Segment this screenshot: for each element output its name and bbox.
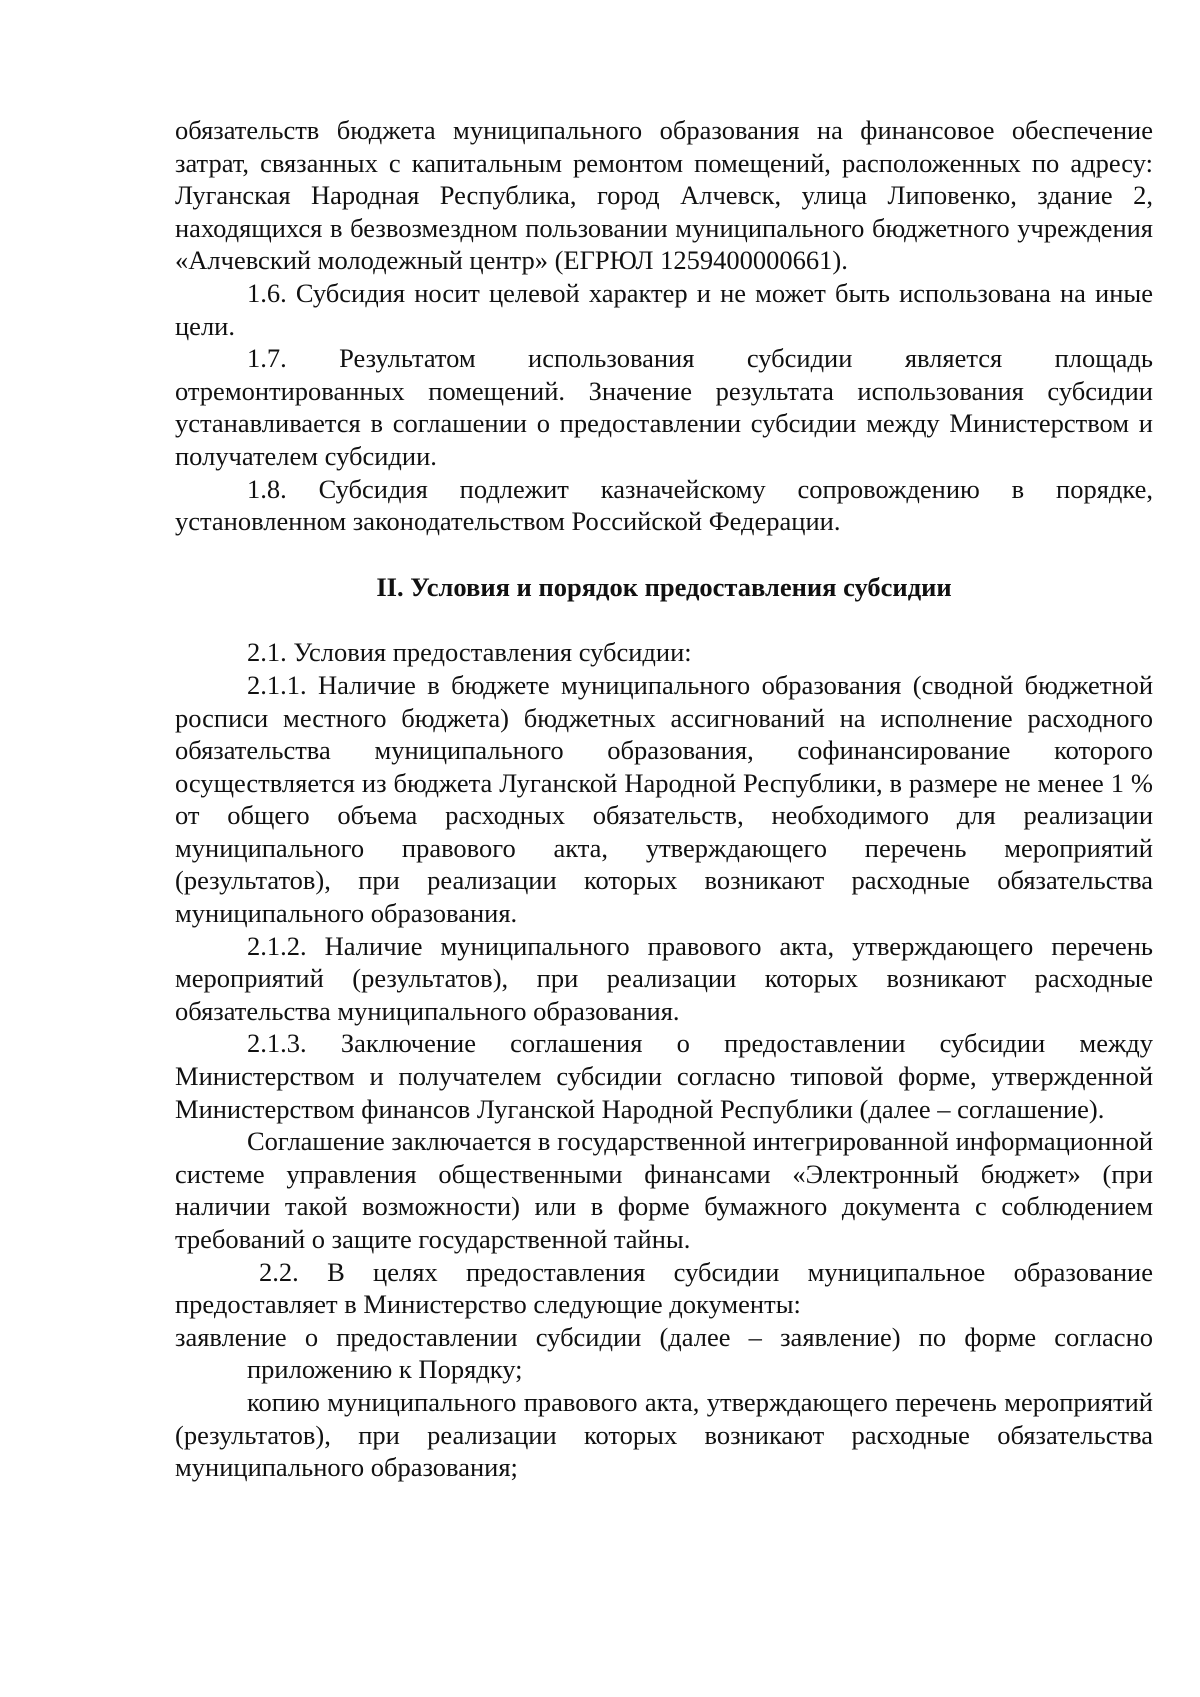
paragraph-2-2: 2.2. В целях предоставления субсидии муниципальное образование предоставляет в Министерство следующие документы: [175,1256,1153,1320]
paragraph-agreement: Соглашение заключается в государственной интегрированной информационной системе управления общественными финансами «Электронный бюджет» (при наличии такой возможности) или в форме бумажного документа с соблюдением требований о защите государственной тайны. [175,1126,1153,1254]
paragraph-2-1-1: 2.1.1. Наличие в бюджете муниципального образования (сводной бюджетной росписи местного бюджета) бюджетных ассигнований на исполнение расходного обязательства муниципального образования, софинансирование которого осуществляется из бюджета Луганской Народной Республики, в размере не менее 1 % от общего объема расходных обязательств, необходимого для реализации муниципального правового акта, утверждающего перечень мероприятий (результатов), при реализации которых возникают расходные обязательства муниципального образования. [175,669,1153,929]
list-item-legal-act-copy: копию муниципального правового акта, утверждающего перечень мероприятий (результатов), при реализации которых возникают расходные обязательства муниципального образования; [175,1386,1153,1483]
paragraph-1-7: 1.7. Результатом использования субсидии является площадь отремонтированных помещений. Значение результата использования субсидии устанавливается в соглашении о предоставлении субсидии между Министерством и получателем субсидии. [175,343,1153,471]
section-heading: II. Условия и порядок предоставления субсидии [376,571,952,602]
paragraph-2-1-3: 2.1.3. Заключение соглашения о предоставлении субсидии между Министерством и получателем субсидии согласно типовой форме, утвержденной Министерством финансов Луганской Народной Республики (далее – соглашение). [175,1028,1153,1124]
paragraph-2-1-2: 2.1.2. Наличие муниципального правового акта, утверждающего перечень мероприятий (результатов), при реализации которых возникают расходные обязательства муниципального образования. [175,930,1153,1026]
paragraph-2-1: 2.1. Условия предоставления субсидии: [247,637,692,668]
list-item-application: заявление о предоставлении субсидии (далее – заявление) по форме согласно приложению к Порядку; [175,1321,1153,1385]
paragraph-continuation: обязательств бюджета муниципального образования на финансовое обеспечение затрат, связанных с капитальным ремонтом помещений, расположенных по адресу: Луганская Народная Республика, город Алчевск, улица Липовенко, здание 2, находящихся в безвозмездном пользовании муниципального бюджетного учреждения «Алчевский молодежный центр» (ЕГРЮЛ 1259400000661). [175,115,1153,276]
paragraph-1-8: 1.8. Субсидия подлежит казначейскому сопровождению в порядке, установленном законодательством Российской Федерации. [175,473,1153,537]
paragraph-1-6: 1.6. Субсидия носит целевой характер и не может быть использована на иные цели. [175,277,1153,341]
document-body [175,114,1153,1484]
